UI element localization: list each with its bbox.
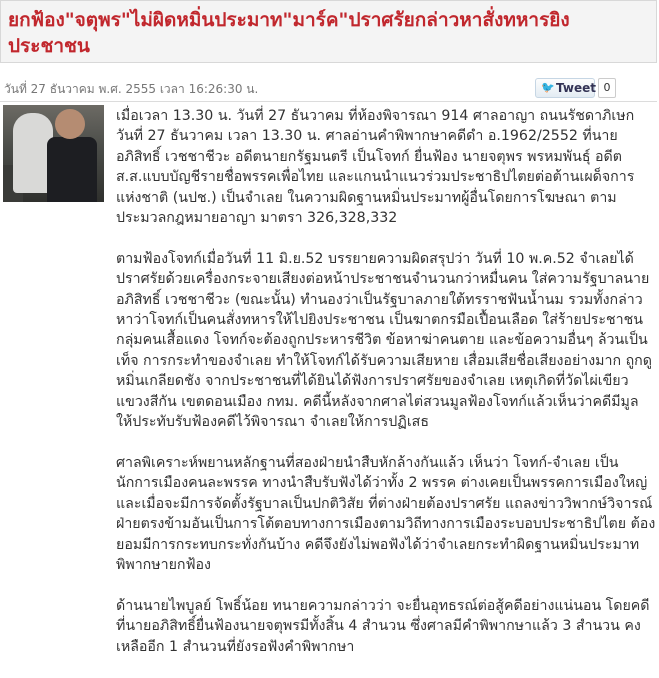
paragraph: ด้านนายไพบูลย์ โพธิ์น้อย ทนายความกล่าวว่า จะยื่นอุทธรณ์ต่อสู้คดีอย่างแน่นอน โดยคดีที่นายอภิสิทธิ์ยื่นฟ้องนายจตุพรมีทั้งสิ้น 4 สำนวน ซึ่งศาลมีคำพิพากษาแล้ว 3 สำนวน คงเหลืออีก 1 สำนวนที่ยังรอฟังคำพิพากษา: [116, 597, 650, 655]
article-date: วันที่ 27 ธันวาคม พ.ศ. 2555 เวลา 16:26:30 น.: [4, 82, 259, 96]
twitter-bird-icon: 🐦: [541, 81, 555, 94]
tweet-button[interactable]: [535, 78, 595, 98]
headline-box: [0, 0, 657, 63]
article-meta: [0, 72, 657, 102]
paragraph: ศาลพิเคราะห์พยานหลักฐานที่สองฝ่ายนำสืบหักล้างกันแล้ว เห็นว่า โจทก์-จำเลย เป็นนักการเมืองคนละพรรค ทางนำสืบรับฟังได้ว่าทั้ง 2 พรรค ต่างเคยเป็นพรรคการเมืองใหญ่ และเมื่อจะมีการจัดตั้งรัฐบาลเป็นปกติวิสัย ที่ต่างฝ่ายต้องปราศรัย แถลงข่าววิพากษ์วิจารณ์ฝ่ายตรงข้ามอันเป็นการโต้ตอบทางการเมืองตามวิถีทางการเมืองระบอบประชาธิปไตย ต้องยอมมีการกระทบกระทั่งกันบ้าง คดีจึงยังไม่พอฟังได้ว่าจำเลยกระทำผิดฐานหมิ่นประมาท พิพากษายกฟ้อง: [116, 454, 656, 573]
paragraph: ตามฟ้องโจทก์เมื่อวันที่ 11 มิ.ย.52 บรรยายความผิดสรุปว่า วันที่ 10 พ.ค.52 จำเลยได้ปราศรัยด้วยเครื่องกระจายเสียงต่อหน้าประชาชนจำนวนกว่าหมื่นคน ใส่ความรัฐบาลนายอภิสิทธิ์ เวชชาชีวะ (ขณะนั้น) ทำนองว่าเป็นรัฐบาลภายใต้ทรราชฟันน้ำนม รวมทั้งกล่าวหาว่าโจทก์เป็นคนสั่งทหารให้ไปยิงประชาชน เป็นฆาตกรมือเปื้อนเลือด ใส่ร้ายประชาชนกลุ่มคนเสื้อแดง โจทก์จะต้องถูกประหารชีวิต ข้อหาฆ่าคนตาย และข้อความอื่นๆ ล้วนเป็นเท็จ การกระทำของจำเลย ทำให้โจทก์ได้รับความเสียหาย เสื่อมเสียชื่อเสียงอย่างมาก ถูกดูหมิ่นเกลียดชัง จากประชาชนที่ได้ยินได้ฟังการปราศรัยของจำเลย เหตุเกิดที่วัดไผ่เขียว แขวงสีกัน เขตดอนเมือง กทม. คดีนี้หลังจากศาลไต่สวนมูลฟ้องโจทก์แล้วเห็นว่าคดีมีมูล ให้ประทับรับฟ้องคดีไว้พิจารณา จำเลยให้การปฏิเสธ: [116, 250, 652, 431]
tweet-label: Tweet: [556, 81, 596, 95]
article-body: [116, 106, 656, 677]
paragraph: เมื่อเวลา 13.30 น. วันที่ 27 ธันวาคม ที่ห้องพิจารณา 914 ศาลอาญา ถนนรัชดาภิเษก วันที่ 27 ธันวาคม เวลา 13.30 น. ศาลอ่านคำพิพากษาคดีดำ อ.1962/2552 ที่นายอภิสิทธิ์ เวชชาชีวะ อดีตนายกรัฐมนตรี เป็นโจทก์ ยื่นฟ้อง นายจตุพร พรหมพันธุ์ อดีต ส.ส.แบบบัญชีรายชื่อพรรคเพื่อไทย และแกนนำแนวร่วมประชาธิปไตยต่อต้านเผด็จการแห่งชาติ (นปช.) เป็นจำเลย ในความผิดฐานหมิ่นประมาทผู้อื่นโดยการโฆษณา ตามประมวลกฎหมายอาญา มาตรา 326,328,332: [116, 108, 635, 227]
article-photo: [3, 105, 104, 202]
article-title: ยกฟ้อง"จตุพร"ไม่ผิดหมิ่นประมาท"มาร์ค"ปราศรัยกล่าวหาสั่งทหารยิงประชาชน: [8, 9, 570, 57]
tweet-count: 0: [598, 78, 616, 98]
